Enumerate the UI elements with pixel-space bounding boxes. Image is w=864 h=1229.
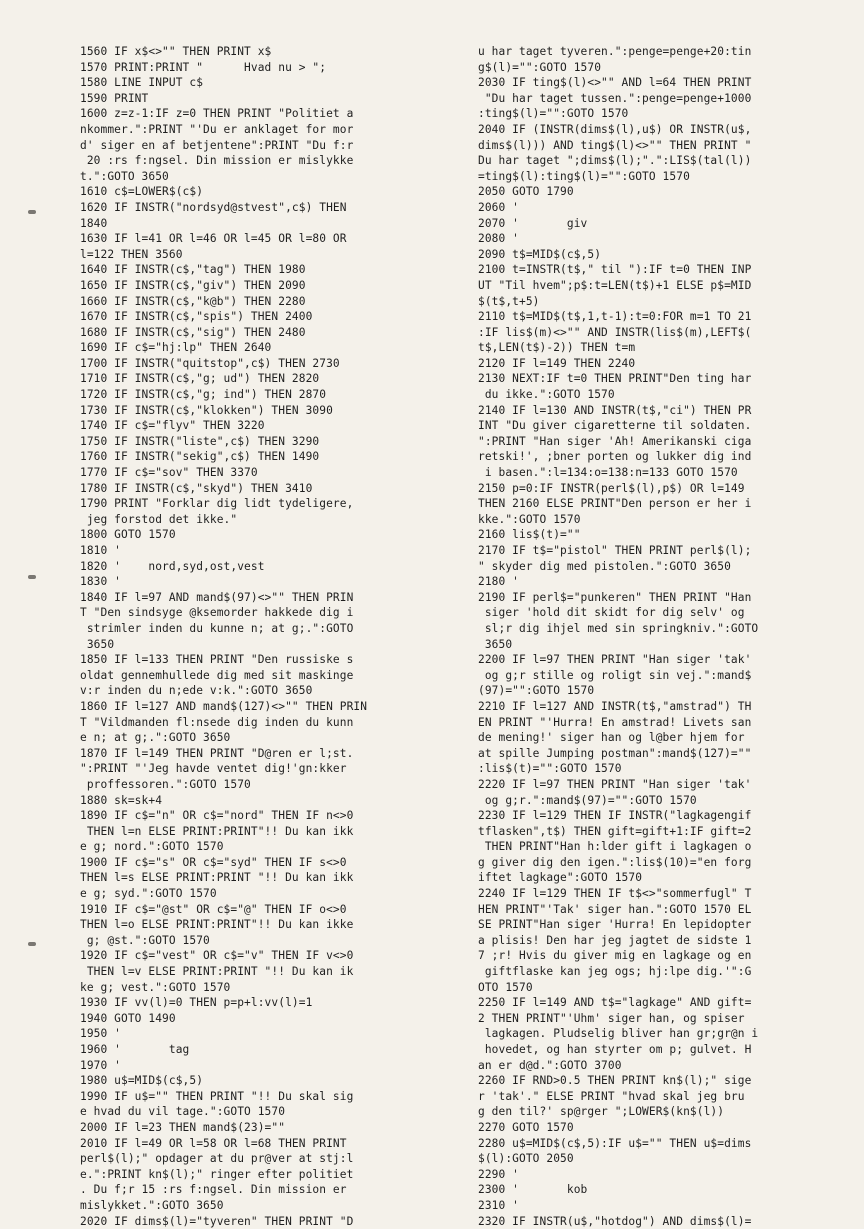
code-line: lagkagen. Pludselig bliver han gr;gr@n i	[478, 1027, 759, 1041]
code-line: 2030 IF ting$(l)<>"" AND l=64 THEN PRINT	[478, 76, 752, 90]
code-line: 1650 IF INSTR(c$,"giv") THEN 2090	[80, 278, 306, 292]
code-line: :lis$(t)="":GOTO 1570	[478, 762, 622, 776]
code-line: 2230 IF l=129 THEN IF INSTR("lagkagengif	[478, 809, 752, 823]
code-line: SE PRINT"Han siger 'Hurra! En lepidopter	[478, 918, 752, 932]
code-line: 2270 GOTO 1570	[478, 1120, 574, 1134]
code-line: 3650	[478, 637, 513, 651]
code-line: r 'tak'." ELSE PRINT "hvad skal jeg bru	[478, 1089, 745, 1103]
code-line: 1860 IF l=127 AND mand$(127)<>"" THEN PRIN	[80, 699, 368, 713]
code-line: at spille Jumping postman":mand$(127)=""	[478, 746, 752, 760]
code-line: e n; at g;.":GOTO 3650	[80, 731, 231, 745]
code-line: og g;r.":mand$(97)="":GOTO 1570	[478, 793, 697, 807]
code-line: 1830 '	[80, 575, 122, 589]
code-line: 3650	[80, 637, 115, 651]
code-line: i basen.":l=134:o=138:n=133 GOTO 1570	[478, 466, 738, 480]
code-line: 2300 ' kob	[478, 1183, 588, 1197]
code-line: mislykket.":GOTO 3650	[80, 1198, 224, 1212]
code-line: 2110 t$=MID$(t$,1,t-1):t=0:FOR m=1 TO 21	[478, 310, 752, 324]
code-line: $(l):GOTO 2050	[478, 1152, 574, 1166]
code-line: ":PRINT "'Jeg havde ventet dig!'gn:kker	[80, 762, 347, 776]
code-line: nkommer.":PRINT "'Du er anklaget for mor	[80, 122, 354, 136]
code-line: g giver dig den igen.":lis$(10)="en forg	[478, 855, 752, 869]
code-line: 2000 IF l=23 THEN mand$(23)=""	[80, 1120, 286, 1134]
code-line: 2130 NEXT:IF t=0 THEN PRINT"Den ting har	[478, 372, 752, 386]
code-line: e.":PRINT kn$(l);" ringer efter politiet	[80, 1167, 354, 1181]
code-line: u har taget tyveren.":penge=penge+20:tin	[478, 45, 752, 58]
code-line: 2290 '	[478, 1167, 520, 1181]
code-line: 1840 IF l=97 AND mand$(97)<>"" THEN PRIN	[80, 590, 354, 604]
code-line: l=122 THEN 3560	[80, 247, 183, 261]
code-line: oldat gennemhullede dig med sit maskinge	[80, 668, 354, 682]
code-line: 1990 IF u$="" THEN PRINT "!! Du skal sig	[80, 1089, 354, 1103]
code-line: d' siger en af betjentene":PRINT "Du f:r	[80, 138, 354, 152]
code-line: ":PRINT "Han siger 'Ah! Amerikanski ciga	[478, 434, 752, 448]
code-line: 2220 IF l=97 THEN PRINT "Han siger 'tak'	[478, 777, 752, 791]
code-line: " skyder dig med pistolen.":GOTO 3650	[478, 559, 731, 573]
code-line: 1840	[80, 216, 108, 230]
code-line: 2040 IF (INSTR(dims$(l),u$) OR INSTR(u$,	[478, 122, 752, 136]
code-line: e g; nord.":GOTO 1570	[80, 840, 224, 854]
code-line: 2170 IF t$="pistol" THEN PRINT perl$(l);	[478, 544, 752, 557]
code-line: 1690 IF c$="hj:lp" THEN 2640	[80, 341, 272, 355]
binder-hole-mark	[28, 942, 36, 946]
code-line: 1950 '	[80, 1027, 122, 1041]
code-line: OTO 1570	[478, 980, 533, 994]
code-line: 1770 IF c$="sov" THEN 3370	[80, 466, 258, 480]
code-line: HEN PRINT"'Tak' siger han.":GOTO 1570 EL	[478, 902, 752, 916]
code-line: v:r inden du n;ede v:k.":GOTO 3650	[80, 684, 313, 698]
right-code-column	[478, 44, 838, 1229]
code-line: giftflaske kan jeg ogs; hj:lpe dig.'":G	[478, 965, 752, 979]
code-line: 2150 p=0:IF INSTR(perl$(l),p$) OR l=149	[478, 481, 745, 495]
code-line: =ting$(l):ting$(l)="":GOTO 1570	[478, 169, 690, 183]
code-line: 1590 PRINT	[80, 91, 149, 105]
code-line: 1940 GOTO 1490	[80, 1011, 176, 1025]
code-line: siger 'hold dit skidt for dig selv' og	[478, 606, 745, 620]
code-line: t.":GOTO 3650	[80, 169, 169, 183]
code-line: 1580 LINE INPUT c$	[80, 76, 204, 90]
code-line: 2070 ' giv	[478, 216, 588, 230]
code-line: 2010 IF l=49 OR l=58 OR l=68 THEN PRINT	[80, 1136, 347, 1150]
code-line: 20 :rs f:ngsel. Din mission er mislykke	[80, 154, 354, 168]
code-line: 1800 GOTO 1570	[80, 528, 176, 542]
code-line: proffessoren.":GOTO 1570	[80, 777, 251, 791]
code-line: 2140 IF l=130 AND INSTR(t$,"ci") THEN PR	[478, 403, 752, 417]
code-line: g; @st.":GOTO 1570	[80, 933, 210, 947]
code-line: 2160 lis$(t)=""	[478, 528, 581, 542]
code-line: 1700 IF INSTR("quitstop",c$) THEN 2730	[80, 356, 340, 370]
code-line: THEN PRINT"Han h:lder gift i lagkagen o	[478, 840, 752, 854]
code-line: THEN l=o ELSE PRINT:PRINT"!! Du kan ikke	[80, 918, 354, 932]
code-line: 2250 IF l=149 AND t$="lagkage" AND gift=	[478, 996, 752, 1010]
code-line: 1610 c$=LOWER$(c$)	[80, 185, 204, 199]
code-line: INT "Du giver cigaretterne til soldaten.	[478, 419, 752, 433]
code-line: T "Den sindsyge @ksemorder hakkede dig i	[80, 606, 354, 620]
code-line: 1710 IF INSTR(c$,"g; ud") THEN 2820	[80, 372, 320, 386]
code-line: e g; syd.":GOTO 1570	[80, 887, 217, 901]
code-line: strimler inden du kunne n; at g;.":GOTO	[80, 621, 354, 635]
code-line: 2240 IF l=129 THEN IF t$<>"sommerfugl" T	[478, 887, 752, 901]
code-line: 2280 u$=MID$(c$,5):IF u$="" THEN u$=dims	[478, 1136, 752, 1150]
code-line: tflasken",t$) THEN gift=gift+1:IF gift=2	[478, 824, 752, 838]
code-line: a plisis! Den har jeg jagtet de sidste 1	[478, 933, 752, 947]
code-line: 2100 t=INSTR(t$," til "):IF t=0 THEN INP	[478, 263, 752, 277]
code-line: 2260 IF RND>0.5 THEN PRINT kn$(l);" sige	[478, 1074, 752, 1088]
code-line: "Du har taget tussen.":penge=penge+1000	[478, 91, 752, 105]
code-line: 1970 '	[80, 1058, 122, 1072]
code-line: 1850 IF l=133 THEN PRINT "Den russiske s	[80, 653, 354, 667]
code-line: 1630 IF l=41 OR l=46 OR l=45 OR l=80 OR	[80, 232, 347, 246]
code-line: 2050 GOTO 1790	[478, 185, 574, 199]
code-line: dims$(l))) AND ting$(l)<>"" THEN PRINT "	[478, 138, 752, 152]
code-line: 2090 t$=MID$(c$,5)	[478, 247, 602, 261]
code-line: 1880 sk=sk+4	[80, 793, 163, 807]
code-line: ke g; vest.":GOTO 1570	[80, 980, 231, 994]
code-line: THEN l=v ELSE PRINT:PRINT "!! Du kan ik	[80, 965, 354, 979]
code-line: kke.":GOTO 1570	[478, 512, 581, 526]
code-line: Du har taget ";dims$(l);".":LIS$(tal(l))	[478, 154, 752, 168]
code-line: :IF lis$(m)<>"" AND INSTR(lis$(m),LEFT$(	[478, 325, 752, 339]
code-line: 1780 IF INSTR(c$,"skyd") THEN 3410	[80, 481, 313, 495]
code-line: 1620 IF INSTR("nordsyd@stvest",c$) THEN	[80, 200, 347, 214]
code-line: 1920 IF c$="vest" OR c$="v" THEN IF v<>0	[80, 949, 354, 963]
code-line: 1810 '	[80, 544, 122, 557]
binder-hole-mark	[28, 210, 36, 214]
left-code-column	[80, 44, 440, 1229]
code-line: UT "Til hvem";p$:t=LEN(t$)+1 ELSE p$=MID	[478, 278, 752, 292]
code-line: . Du f;r 15 :rs f:ngsel. Din mission er	[80, 1183, 347, 1197]
binder-hole-mark	[28, 575, 36, 579]
code-line: :ting$(l)="":GOTO 1570	[478, 107, 629, 121]
code-line: 1680 IF INSTR(c$,"sig") THEN 2480	[80, 325, 306, 339]
code-line: perl$(l);" opdager at du pr@ver at stj:l	[80, 1152, 354, 1166]
code-line: T "Vildmanden fl:nsede dig inden du kunn	[80, 715, 354, 729]
code-line: sl;r dig ihjel med sin springkniv.":GOTO	[478, 621, 759, 635]
code-line: 1640 IF INSTR(c$,"tag") THEN 1980	[80, 263, 306, 277]
code-line: de mening!' siger han og l@ber hjem for	[478, 731, 745, 745]
code-line: 1960 ' tag	[80, 1043, 190, 1056]
code-line: 7 ;r! Hvis du giver mig en lagkage og en	[478, 949, 752, 963]
code-line: THEN l=s ELSE PRINT:PRINT "!! Du kan ikk	[80, 871, 354, 885]
code-line: 2200 IF l=97 THEN PRINT "Han siger 'tak'	[478, 653, 752, 667]
code-line: 2180 '	[478, 575, 520, 589]
code-line: 1870 IF l=149 THEN PRINT "D@ren er l;st.	[80, 746, 354, 760]
code-line: t$,LEN(t$)-2)) THEN t=m	[478, 341, 636, 355]
code-line: iftet lagkage":GOTO 1570	[478, 871, 643, 885]
code-line: EN PRINT "'Hurra! En amstrad! Livets san	[478, 715, 752, 729]
code-line: 1740 IF c$="flyv" THEN 3220	[80, 419, 265, 433]
code-line: og g;r stille og roligt sin vej.":mand$	[478, 668, 752, 682]
code-line: 2020 IF dims$(l)="tyveren" THEN PRINT "D	[80, 1214, 354, 1228]
code-line: g den til?' sp@rger ";LOWER$(kn$(l))	[478, 1105, 725, 1119]
code-line: 1560 IF x$<>"" THEN PRINT x$	[80, 45, 272, 58]
code-line: g$(l)="":GOTO 1570	[478, 60, 602, 74]
code-line: 1750 IF INSTR("liste",c$) THEN 3290	[80, 434, 320, 448]
code-line: du ikke.":GOTO 1570	[478, 388, 615, 402]
code-line: retski!', ;bner porten og lukker dig ind	[478, 450, 752, 464]
code-line: 2 THEN PRINT"'Uhm' siger han, og spiser	[478, 1011, 745, 1025]
code-line: 1890 IF c$="n" OR c$="nord" THEN IF n<>0	[80, 809, 354, 823]
code-line: 1600 z=z-1:IF z=0 THEN PRINT "Politiet a	[80, 107, 354, 121]
code-line: 2080 '	[478, 232, 520, 246]
code-line: jeg forstod det ikke."	[80, 512, 238, 526]
code-line: (97)="":GOTO 1570	[478, 684, 595, 698]
code-line: 2120 IF l=149 THEN 2240	[478, 356, 636, 370]
code-line: $(t$,t+5)	[478, 294, 540, 308]
code-line: 2320 IF INSTR(u$,"hotdog") AND dims$(l)=	[478, 1214, 752, 1228]
code-line: THEN l=n ELSE PRINT:PRINT"!! Du kan ikk	[80, 824, 354, 838]
code-line: 2210 IF l=127 AND INSTR(t$,"amstrad") TH	[478, 699, 752, 713]
code-line: 1930 IF vv(l)=0 THEN p=p+l:vv(l)=1	[80, 996, 313, 1010]
code-line: 1760 IF INSTR("sekig",c$) THEN 1490	[80, 450, 320, 464]
code-line: 2060 '	[478, 200, 520, 214]
code-line: 1720 IF INSTR(c$,"g; ind") THEN 2870	[80, 388, 327, 402]
code-line: 1660 IF INSTR(c$,"k@b") THEN 2280	[80, 294, 306, 308]
code-line: e hvad du vil tage.":GOTO 1570	[80, 1105, 286, 1119]
code-line: 1790 PRINT "Forklar dig lidt tydeligere,	[80, 497, 354, 511]
code-line: 1570 PRINT:PRINT " Hvad nu > ";	[80, 60, 327, 74]
code-line: 1900 IF c$="s" OR c$="syd" THEN IF s<>0	[80, 855, 347, 869]
code-line: 2190 IF perl$="punkeren" THEN PRINT "Han	[478, 590, 752, 604]
code-line: 1730 IF INSTR(c$,"klokken") THEN 3090	[80, 403, 333, 417]
code-line: 1980 u$=MID$(c$,5)	[80, 1074, 204, 1088]
code-line: 1910 IF c$="@st" OR c$="@" THEN IF o<>0	[80, 902, 347, 916]
code-line: 1670 IF INSTR(c$,"spis") THEN 2400	[80, 310, 313, 324]
code-line: THEN 2160 ELSE PRINT"Den person er her i	[478, 497, 752, 511]
code-line: 1820 ' nord,syd,ost,vest	[80, 559, 265, 573]
code-line: 2310 '	[478, 1198, 520, 1212]
code-line: an er d@d.":GOTO 3700	[478, 1058, 622, 1072]
code-line: hovedet, og han styrter om p; gulvet. H	[478, 1043, 752, 1056]
